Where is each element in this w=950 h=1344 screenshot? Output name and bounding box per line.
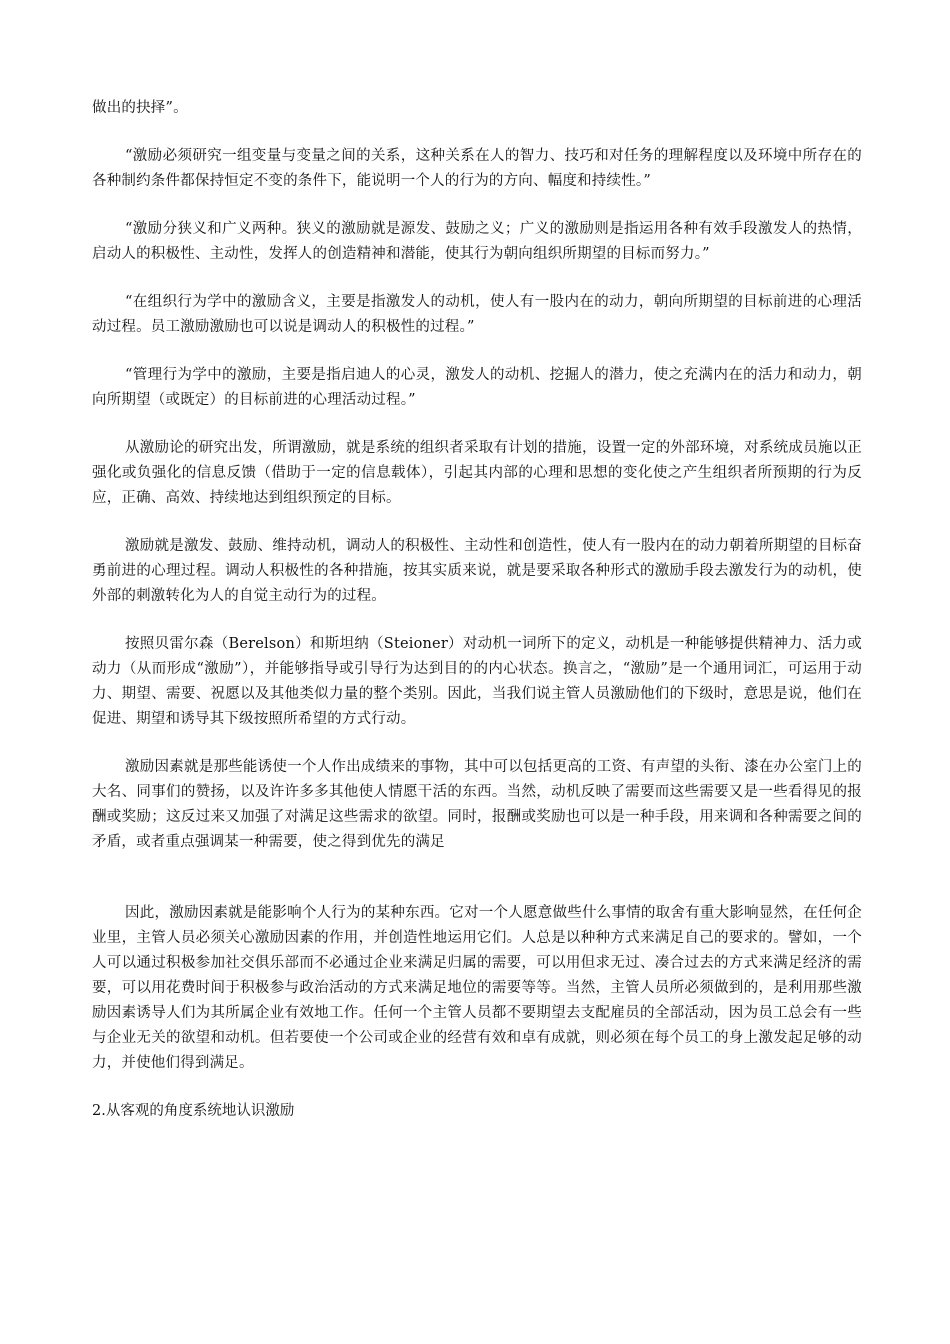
paragraph-5: “管理行为学中的激励，主要是指启迪人的心灵，激发人的动机、挖掘人的潜力，使之充满内在的活力和动力，朝向所期望（或既定）的目标前进的心理活动过程。” xyxy=(92,367,862,408)
paragraph-6: 从激励论的研究出发，所谓激励，就是系统的组织者采取有计划的措施，设置一定的外部环境，对系统成员施以正强化或负强化的信息反馈（借助于一定的信息载体），引起其内部的心理和思想的变化使之产生组织者所预期的行为反应，正确、高效、持续地达到组织预定的目标。 xyxy=(92,440,862,506)
paragraph-3: “激励分狭义和广义两种。狭义的激励就是源发、鼓励之义；广义的激励则是指运用各种有效手段激发人的热情，启动人的积极性、主动性，发挥人的创造精神和潜能，使其行为朝向组织所期望的目标而努力。” xyxy=(92,221,862,262)
paragraph-10: 因此，激励因素就是能影响个人行为的某种东西。它对一个人愿意做些什么事情的取舍有重大影响显然，在任何企业里，主管人员必须关心激励因素的作用，并创造性地运用它们。人总是以种种方式来满足自己的要求的。譬如，一个人可以通过积极参加社交俱乐部而不必通过企业来满足归属的需要，可以用但求无过、凑合过去的方式来满足经济的需要，可以用花费时间于积极参与政治活动的方式来满足地位的需要等等。当然，主管人员所必须做到的，是利用那些激励因素诱导人们为其所属企业有效地工作。任何一个主管人员都不要期望去支配雇员的全部活动，因为员工总会有一些与企业无关的欲望和动机。但若要使一个公司或企业的经营有效和卓有成就，则必须在每个员工的身上激发起足够的动力，并使他们得到满足。 xyxy=(92,905,862,1071)
paragraph-4: “在组织行为学中的激励含义，主要是指激发人的动机，使人有一股内在的动力，朝向所期望的目标前进的心理活动过程。员工激励激励也可以说是调动人的积极性的过程。” xyxy=(92,294,862,335)
paragraph-2: “激励必须研究一组变量与变量之间的关系，这种关系在人的智力、技巧和对任务的理解程度以及环境中所存在的各种制约条件都保持恒定不变的条件下，能说明一个人的行为的方向、幅度和持续性。” xyxy=(92,148,862,189)
document-page xyxy=(92,96,862,1124)
paragraph-1: 做出的抉择”。 xyxy=(92,100,188,116)
paragraph-7: 激励就是激发、鼓励、维持动机，调动人的积极性、主动性和创造性，使人有一股内在的动力朝着所期望的目标奋勇前进的心理过程。调动人积极性的各种措施，按其实质来说，就是要采取各种形式的激励手段去激发行为的动机，使外部的刺激转化为人的自觉主动行为的过程。 xyxy=(92,538,862,604)
paragraph-9: 激励因素就是那些能诱使一个人作出成绩来的事物，其中可以包括更高的工资、有声望的头衔、漆在办公室门上的大名、同事们的赞扬，以及许许多多其他使人情愿干活的东西。当然，动机反映了需要而这些需要又是一些看得见的报酬或奖励；这反过来又加强了对满足这些需求的欲望。同时，报酬或奖励也可以是一种手段，用来调和各种需要之间的矛盾，或者重点强调某一种需要，使之得到优先的满足 xyxy=(92,759,862,850)
section-heading: 2.从客观的角度系统地认识激励 xyxy=(92,1103,295,1119)
paragraph-8: 按照贝雷尔森（Berelson）和斯坦纳（Steioner）对动机一词所下的定义，动机是一种能够提供精神力、活力或动力（从而形成“激励”），并能够指导或引导行为达到目的的内心状态。换言之，“激励”是一个通用词汇，可运用于动力、期望、需要、祝愿以及其他类似力量的整个类别。因此，当我们说主管人员激励他们的下级时，意思是说，他们在促进、期望和诱导其下级按照所希望的方式行动。 xyxy=(92,636,862,727)
